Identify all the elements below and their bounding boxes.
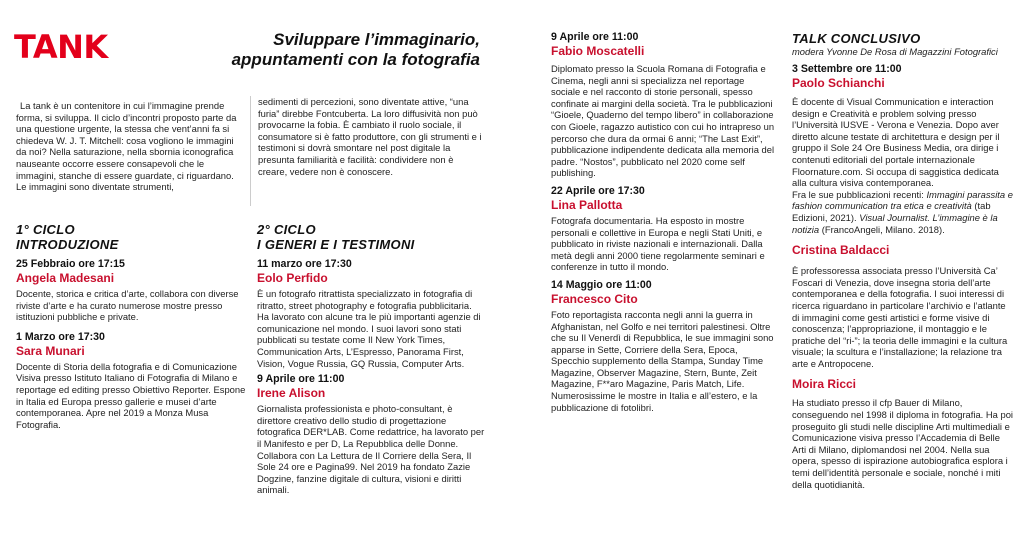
speaker-item: [792, 243, 1014, 369]
publication-title: Visual Journalist. L’immagine è la notizia: [792, 211, 998, 235]
speaker-bio: È un fotografo ritrattista specializzato in fotografia di ritratto, street photography e fotografia pubblicitaria. Ha lavorato con alcune tra le più importanti agenzie di comunicazione nel mondo. I suoi lavori sono stati pubblicati su testate come Il New York Times, Communication Arts, L’Espresso, Panorama First, Vision, Vogue Russia, GQ Russia, Computer Arts.: [257, 288, 481, 369]
publication-details: (FrancoAngeli, Milano. 2018).: [819, 223, 945, 235]
event-date: 1 Marzo ore 17:30: [16, 330, 105, 343]
event-date: 22 Aprile ore 17:30: [551, 184, 645, 197]
cycle1-title-line2: INTRODUZIONE: [16, 237, 119, 252]
cycle2-section: [257, 222, 485, 499]
speaker-name: Francesco Cito: [551, 291, 638, 306]
cycle1-section: [16, 222, 246, 433]
speaker-bio: Fotografa documentaria. Ha esposto in mostre personali e collettive in Europa e negli Stati Uniti, e pubblicato in riviste nazionali e internazionali. Dalla metà degli anni 2000 tiene regolarmente seminari e conferenze in tutto il mondo.: [551, 214, 765, 273]
speaker-name: Fabio Moscatelli: [551, 44, 645, 58]
cycle2-title-line1: 2° CICLO: [257, 222, 316, 237]
speaker-item: [792, 76, 1014, 235]
page-title-line1: Sviluppare l’immaginario,: [273, 30, 480, 49]
event-item: [551, 279, 775, 413]
column-divider: [250, 96, 251, 206]
talk-moderator: modera Yvonne De Rosa di Magazzini Fotografici: [792, 46, 998, 57]
cycle2-title: [257, 222, 485, 252]
speaker-bio: Docente di Storia della fotografia e di Comunicazione Visiva presso Istituto Italiano di Fotografia di Milano e reportage ed editing presso Obiettivo Reporter. Espone in Italia ed Europa presso gallerie e musei d’arte contemporanea. Apre nel 2019 a Monza Musa Fotografia.: [16, 360, 246, 430]
intro-text-col2: sedimenti di percezioni, sono diventate attive, “una furia” direbbe Fontcuberta. La loro diffusività non può provocarne la fobia. È cambiato il ruolo sociale, il consumatore si è fatto produttore, con gli strumenti e i testimoni si dovrà smontare nel post digitale la presunta familiarità e facilità: condividere non è creare, vedere non è conoscere.: [258, 96, 482, 177]
event-item: [551, 31, 775, 179]
speaker-name: Eolo Perfido: [257, 271, 328, 285]
speaker-name: Irene Alison: [257, 386, 326, 401]
speaker-bio-text: È docente di Visual Communication e interaction design e Creatività e problem solving presso l’Università IUSVE - Verona e Venezia. Dopo aver diretto alcune testate di architettura e design per il gruppo il Sole 24 Ore Business Media, ora dirige i contenuti editoriali del portale internazionale Floornature.com. Si occupa di saggistica dedicata alla cultura visiva contemporanea.: [792, 96, 1000, 189]
talk-date: 3 Settembre ore 11:00: [792, 63, 902, 75]
event-date: 9 Aprile ore 11:00: [551, 31, 639, 43]
speaker-bio: Docente, storica e critica d’arte, collabora con diverse riviste d’arte e ha curato numerose mostre presso istituzioni pubbliche e private.: [16, 288, 239, 323]
page-title: [180, 30, 480, 70]
publication-title: Immagini parassita e fashion communication tra etica e creatività: [792, 188, 1013, 212]
speaker-name: Sara Munari: [16, 343, 85, 358]
event-date: 14 Maggio ore 11:00: [551, 278, 652, 291]
cycle2-title-line2: I GENERI E I TESTIMONI: [257, 237, 415, 252]
speaker-item: [792, 377, 1014, 490]
speaker-bio: Foto reportagista racconta negli anni la guerra in Afghanistan, nel Golfo e nei territori palestinesi. Oltre che su Il Venerdì di Repubblica, le sue immagini sono apparse in Sette, Corriere della Sera, Epoca, Specchio supplemento della Stampa, Sunday Time Magazine, Observer Magazine, Stern, Bunte, Zeit Magazine, F**aro Magazine, Paris Match, Life. Numerosissime le mostre in Italia e all’estero, e la pubblicazione di fotolibri.: [551, 308, 774, 413]
speaker-bio: Giornalista professionista e photo-consultant, è direttore creativo dello studio di progettazione fotografica DER*LAB. Come redattrice, ha lavorato per il Manifesto e per D, La Repubblica delle Donne. Collabora con La Lettura de Il Corriere della Sera, Il Sole 24 ore e Pagina99. Nel 2019 ha fondato Zazie Dogzine, fanzine digitale di cultura, visioni e diritti animali.: [257, 403, 485, 496]
speaker-name: Paolo Schianchi: [792, 76, 885, 90]
tank-logo: TANK: [14, 28, 108, 66]
intro-text-col1: La tank è un contenitore in cui l’immagine prende forma, si sviluppa. Il ciclo d’incontri proposto parte da una questione urgente, la stessa che vent’anni fa si chiedeva W. J. T. Mitchell: cosa vogliono le immagini da noi? Nella saturazione, nella sbornia iconografica nauseante occorre essere consapevoli che le immagini, stanche di essere guardate, ci riguardano. Le immagini sono diventate strumenti,: [16, 100, 237, 193]
event-item: [257, 258, 485, 369]
speaker-bio: Ha studiato presso il cfp Bauer di Milano, conseguendo nel 1998 il diploma in fotografia. Ha poi proseguito gli studi nelle discipline Arti multimediali e Comunicazione visiva presso l’Accademia di Belle Arti di Milano, diplomandosi nel 2004. Nella sua opera, spesso di ispirazione autobiografica esplora i temi dell’identità personale e sociale, nonché i miti della quotidianità.: [792, 397, 1013, 490]
publication-details: (tab Edizioni, 2021).: [792, 200, 991, 223]
event-item: [16, 331, 246, 431]
event-date: 25 Febbraio ore 17:15: [16, 258, 125, 270]
talk-title: TALK CONCLUSIVO: [792, 31, 921, 46]
publications-intro: Fra le sue pubblicazioni recenti:: [792, 188, 927, 200]
cycle1-title: [16, 222, 246, 252]
speaker-bio: È professoressa associata presso l’Università Ca’ Foscari di Venezia, dove insegna storia dell’arte contemporanea e della fotografia. I suoi interessi di ricerca riguardano in particolare l’archivio e l’atlante di immagini come gesti artistici e forme visive di conoscenza; l’appropriazione, il montaggio e le pratiche del “ri-”; la teoria delle immagini e la cultura visuale; la scultura e l’installazione; la relazione tra arte e Antropocene.: [792, 265, 1008, 369]
event-date: 11 marzo ore 17:30: [257, 258, 352, 270]
speaker-bio: [792, 96, 1014, 235]
speaker-name: Cristina Baldacci: [792, 243, 890, 258]
event-item: [257, 373, 485, 496]
speaker-name: Lina Pallotta: [551, 197, 623, 212]
page-title-line2: appuntamenti con la fotografia: [231, 50, 480, 69]
column3-section: [551, 31, 775, 416]
speaker-name: Moira Ricci: [792, 377, 857, 392]
speaker-bio: Diplomato presso la Scuola Romana di Fotografia e Cinema, negli anni si specializza nel reportage sociale e nel racconto di storie personali, spesso confinate ai margini della società. Tra le pubblicazioni “Gioele, Quaderno del tempo libero” in collaborazione con Gioele, ragazzo autistico con cui ho intrapreso un percorso che dura da ormai 6 anni; “The Last Exit”, pubblicazione indipendente dedicata alla memoria del padre. “Nostos”, pubblicato nel 2020 come self publishing.: [551, 63, 775, 179]
talk-section: [792, 31, 1014, 493]
cycle1-title-line1: 1° CICLO: [16, 222, 75, 237]
speaker-name: Angela Madesani: [16, 271, 115, 285]
event-date: 9 Aprile ore 11:00: [257, 373, 345, 386]
event-item: [16, 258, 246, 323]
event-item: [551, 185, 775, 273]
